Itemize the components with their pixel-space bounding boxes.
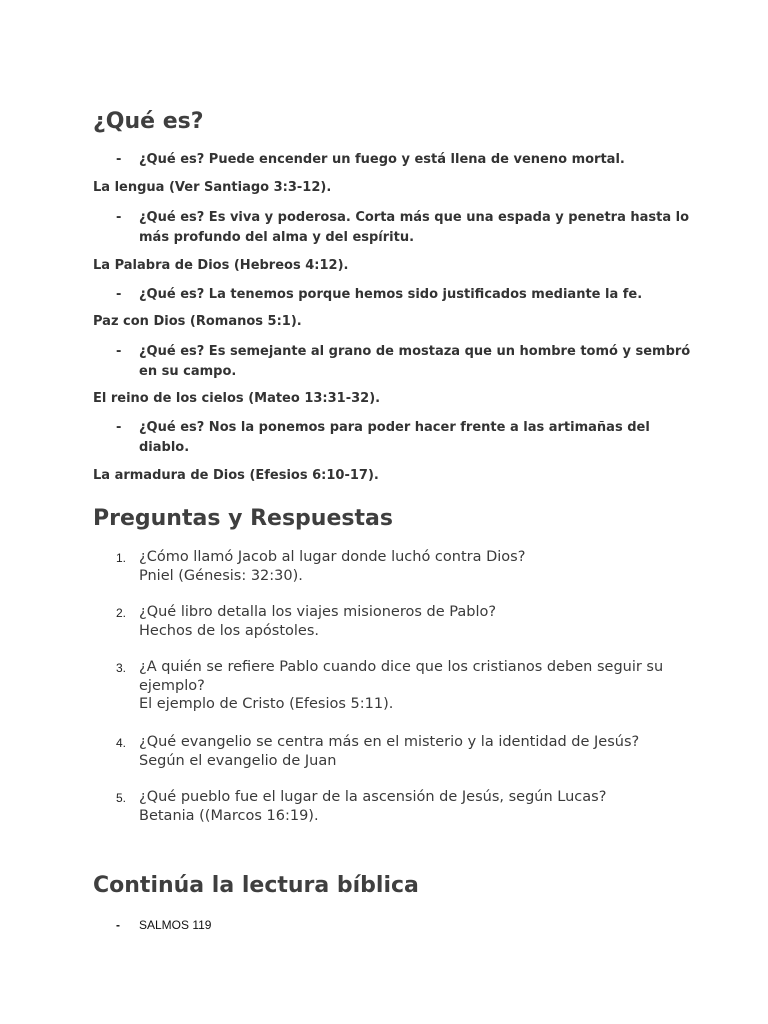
qa-item-3 bbox=[116, 658, 676, 714]
quiz-question-2 bbox=[116, 208, 696, 248]
quiz-question-5 bbox=[116, 418, 696, 458]
section-title-lectura: Continúa la lectura bíblica bbox=[93, 873, 419, 898]
section-title-preguntas: Preguntas y Respuestas bbox=[93, 506, 393, 531]
qa-answer: Betania ((Marcos 16:19). bbox=[139, 807, 319, 824]
dash-marker: - bbox=[116, 152, 122, 167]
reading-text: SALMOS 119 bbox=[139, 918, 212, 932]
dash-marker: - bbox=[116, 210, 122, 225]
item-number: 2. bbox=[116, 606, 127, 620]
quiz-question-3 bbox=[116, 285, 696, 305]
qa-question: ¿Qué evangelio se centra más en el misterio y la identidad de Jesús? bbox=[139, 734, 640, 750]
quiz-answer-3: Paz con Dios (Romanos 5:1). bbox=[93, 314, 302, 329]
question-text: ¿Qué es? Es semejante al grano de mostaza que un hombre tomó y sembró en su campo. bbox=[139, 344, 691, 379]
quiz-answer-1: La lengua (Ver Santiago 3:3-12). bbox=[93, 180, 332, 195]
qa-item-4 bbox=[116, 733, 676, 770]
question-text: ¿Qué es? La tenemos porque hemos sido justificados mediante la fe. bbox=[139, 287, 643, 302]
dash-marker: - bbox=[116, 344, 122, 359]
dash-marker: - bbox=[116, 287, 122, 302]
section-title-que-es: ¿Qué es? bbox=[93, 109, 204, 134]
qa-question: ¿Qué libro detalla los viajes misioneros de Pablo? bbox=[139, 604, 497, 620]
qa-answer: Hechos de los apóstoles. bbox=[139, 622, 320, 639]
qa-item-2 bbox=[116, 603, 676, 640]
question-text: ¿Qué es? Nos la ponemos para poder hacer frente a las artimañas del diablo. bbox=[139, 420, 650, 455]
qa-question: ¿A quién se refiere Pablo cuando dice que los cristianos deben seguir su ejemplo? bbox=[139, 659, 664, 694]
item-number: 1. bbox=[116, 551, 127, 565]
qa-answer: El ejemplo de Cristo (Efesios 5:11). bbox=[139, 696, 394, 712]
qa-question: ¿Cómo llamó Jacob al lugar donde luchó contra Dios? bbox=[139, 549, 526, 565]
quiz-answer-5: La armadura de Dios (Efesios 6:10-17). bbox=[93, 468, 379, 483]
question-text: ¿Qué es? Es viva y poderosa. Corta más que una espada y penetra hasta lo más profundo del alma y del espíritu. bbox=[139, 210, 690, 245]
item-number: 4. bbox=[116, 736, 127, 750]
qa-item-5 bbox=[116, 788, 676, 825]
quiz-question-1 bbox=[116, 150, 696, 170]
reading-item-1 bbox=[116, 917, 211, 933]
quiz-answer-2: La Palabra de Dios (Hebreos 4:12). bbox=[93, 258, 349, 273]
dash-marker: - bbox=[116, 420, 122, 435]
qa-answer: Pniel (Génesis: 32:30). bbox=[139, 567, 303, 584]
question-text: ¿Qué es? Puede encender un fuego y está llena de veneno mortal. bbox=[139, 152, 625, 167]
qa-answer: Según el evangelio de Juan bbox=[139, 752, 337, 769]
qa-item-1 bbox=[116, 548, 676, 585]
quiz-question-4 bbox=[116, 342, 696, 382]
item-number: 3. bbox=[116, 661, 127, 675]
qa-question: ¿Qué pueblo fue el lugar de la ascensión de Jesús, según Lucas? bbox=[139, 789, 607, 805]
item-number: 5. bbox=[116, 791, 127, 805]
dash-marker: - bbox=[116, 918, 120, 932]
quiz-answer-4: El reino de los cielos (Mateo 13:31-32). bbox=[93, 391, 381, 406]
